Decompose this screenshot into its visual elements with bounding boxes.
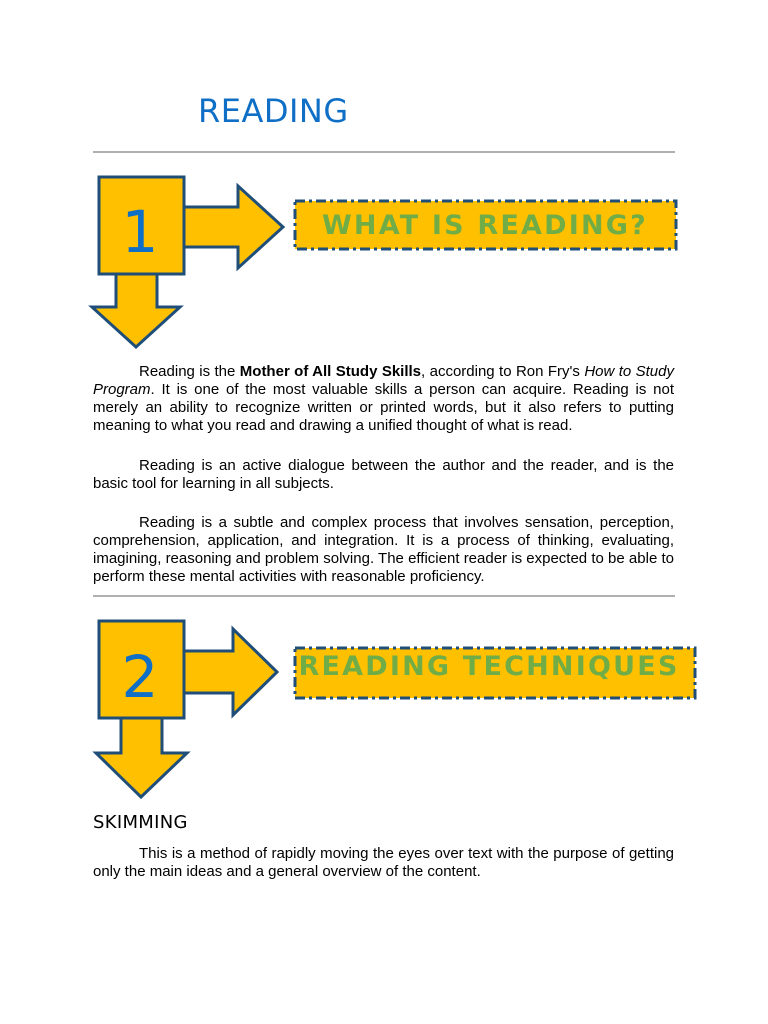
section-heading: WHAT IS READING? [321,210,649,241]
section-number: 2 [121,643,159,711]
right-arrow-icon [182,629,277,715]
section-number: 1 [121,198,159,266]
section-heading: READING TECHNIQUES [298,651,680,682]
bold-phrase: Mother of All Study Skills [239,363,422,380]
subheading: SKIMMING [93,812,188,833]
paragraph: Reading is a subtle and complex process that involves sensation, perception, comprehension, application, and integration. It is a process of thinking, evaluating, imagining, reasoning and problem solving. The efficient reader is expected to be able to perform these mental activities with reasonable proficiency. [93,514,674,585]
page-title: READING [198,92,349,130]
italic-title: How to Study Program [93,363,674,398]
paragraph: Reading is an active dialogue between the author and the reader, and is the basic tool for learning in all subjects. [93,457,674,492]
paragraph: This is a method of rapidly moving the eyes over text with the purpose of getting only the main ideas and a general overview of the content. [93,845,674,880]
paragraph: Reading is the Mother of All Study Skills, according to Ron Fry's How to Study Program. It is one of the most valuable skills a person can acquire. Reading is not merely an ability to recognize written or printed words, but it also refers to putting meaning to what you read and drawing a unified thought of what is read. [93,363,674,434]
down-arrow-icon [96,716,187,797]
